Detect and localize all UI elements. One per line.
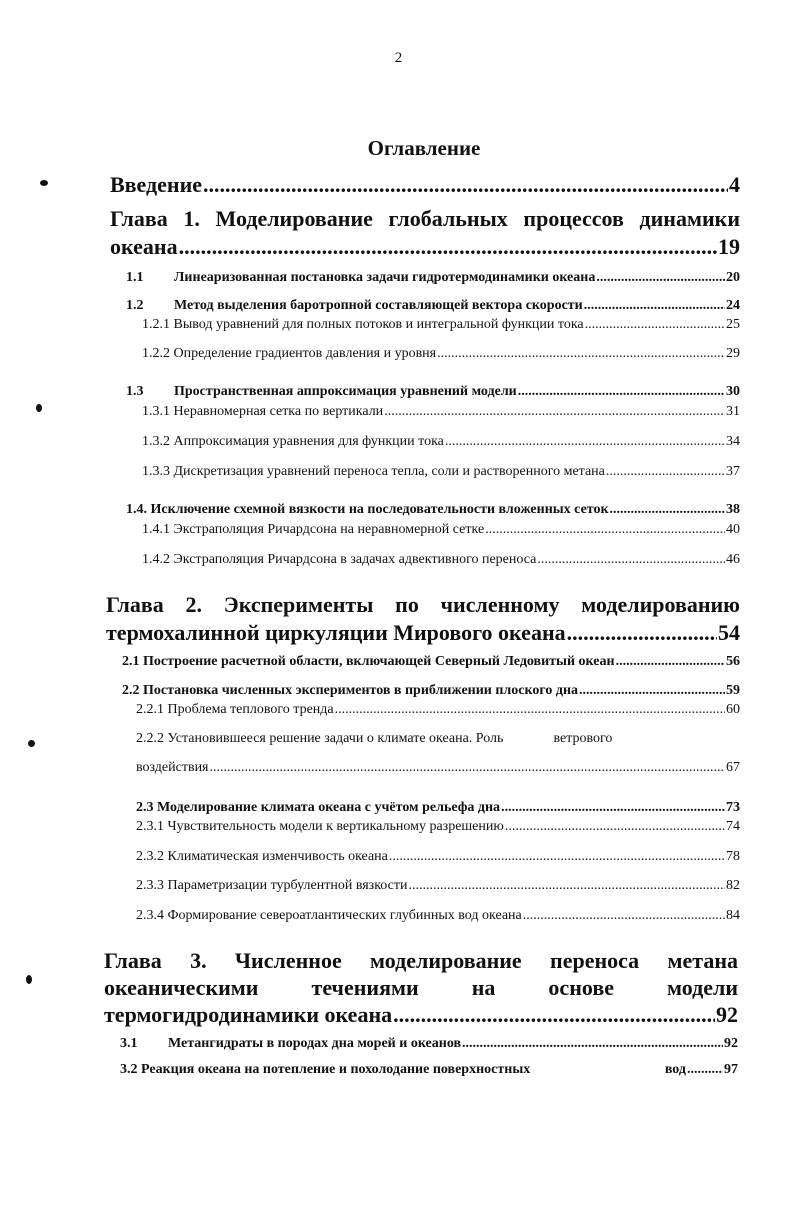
dot-leader (687, 1062, 723, 1078)
dot-leader (179, 234, 717, 260)
toc-page: 31 (726, 404, 740, 419)
dot-leader (203, 172, 728, 198)
toc-entry-1-4-1[interactable] (142, 522, 740, 538)
section-number: 1.3 (126, 384, 144, 399)
toc-page: 73 (726, 800, 740, 815)
chapter-1-heading[interactable]: Глава 1. Моделирование глобальных процессов динамики (110, 206, 740, 231)
toc-label: 1.4.1 Экстраполяция Ричардсона на неравномерной сетке (142, 522, 485, 537)
dot-leader (579, 683, 725, 699)
toc-page: 74 (726, 819, 740, 834)
toc-page: 4 (729, 172, 740, 197)
dot-leader (567, 620, 717, 646)
toc-label: термогидродинамики океана (104, 1002, 393, 1027)
toc-entry-2-2-1[interactable] (136, 702, 740, 718)
section-number: 1.1 (126, 270, 144, 285)
margin-mark (36, 404, 42, 412)
toc-page: 38 (726, 502, 740, 517)
toc-label: 2.3.4 Формирование североатлантических глубинных вод океана (136, 908, 522, 923)
page-title: Оглавление (367, 136, 481, 160)
dot-leader (585, 317, 725, 333)
chapter-3-heading[interactable]: Глава 3. Численное моделирование переноса метана (104, 948, 738, 973)
toc-label: термохалинной циркуляции Мирового океана (106, 620, 566, 645)
toc-label: 1.4. Исключение схемной вязкости на последовательности вложенных сеток (126, 502, 609, 517)
toc-page: 92 (716, 1002, 738, 1027)
toc-page: 97 (724, 1062, 738, 1077)
toc-label: 1.2.1 Вывод уравнений для полных потоков и интегральной функции тока (142, 317, 584, 332)
toc-entry-1-2-2[interactable] (142, 346, 740, 362)
toc-entry-1-4[interactable] (126, 502, 740, 518)
toc-label: 1.3.3 Дискретизация уравнений переноса тепла, соли и растворенного метана (142, 464, 605, 479)
toc-label: Метод выделения баротропной составляющей вектора скорости (174, 298, 583, 313)
dot-leader (505, 819, 725, 835)
toc-entry-2-2-2[interactable] (136, 731, 740, 747)
toc-entry-1-2-1[interactable] (142, 317, 740, 333)
chapter-3-heading-line2[interactable]: океаническими течениями на основе модели (104, 975, 738, 1000)
page-number: 2 (394, 50, 403, 66)
toc-entry-1-3[interactable] (126, 384, 740, 400)
toc-page: 40 (726, 522, 740, 537)
dot-leader (462, 1036, 723, 1052)
dot-leader (596, 270, 725, 286)
toc-label: 2.3 Моделирование климата океана с учётом рельефа дна (136, 800, 501, 815)
toc-label: Введение (110, 172, 203, 197)
toc-entry-2-3-2[interactable] (136, 849, 740, 865)
dot-leader (616, 654, 725, 670)
toc-entry-1-2[interactable] (126, 298, 740, 314)
margin-mark (28, 740, 35, 747)
toc-page: 78 (726, 849, 740, 864)
margin-mark (40, 180, 48, 186)
toc-entry-2-3-4[interactable] (136, 908, 740, 924)
toc-label: воздействия (136, 760, 209, 775)
dot-leader (606, 464, 725, 480)
toc-label: 2.1 Построение расчетной области, включающей Северный Ледовитый океан (122, 654, 615, 669)
toc-page: 92 (724, 1036, 738, 1051)
toc-label-tail: вод (664, 1062, 686, 1077)
toc-page: 54 (718, 620, 740, 645)
toc-page: 25 (726, 317, 740, 332)
section-number: 1.2 (126, 298, 144, 313)
toc-label: 1.2.2 Определение градиентов давления и уровня (142, 346, 437, 361)
toc-label: Линеаризованная постановка задачи гидротермодинамики океана (174, 270, 596, 285)
toc-entry-chapter-2[interactable] (106, 620, 740, 646)
dot-leader (518, 384, 725, 400)
toc-label: 2.3.3 Параметризации турбулентной вязкости (136, 878, 408, 893)
toc-page: 67 (726, 760, 740, 775)
toc-page: 29 (726, 346, 740, 361)
toc-page: 46 (726, 552, 740, 567)
dot-leader (485, 522, 725, 538)
dot-leader (610, 502, 725, 518)
toc-entry-2-1[interactable] (122, 654, 740, 670)
toc-page: 24 (726, 298, 740, 313)
toc-label: Пространственная аппроксимация уравнений модели (174, 384, 517, 399)
toc-label: океана (110, 234, 178, 259)
toc-entry-3-2[interactable] (120, 1062, 738, 1078)
dot-leader (584, 298, 725, 314)
toc-entry-3-1[interactable] (120, 1036, 738, 1052)
toc-page: 84 (726, 908, 740, 923)
dot-leader (501, 800, 725, 816)
dot-leader (393, 1002, 715, 1028)
toc-page: 60 (726, 702, 740, 717)
toc-label: 3.2 Реакция океана на потепление и похолодание поверхностных (120, 1062, 531, 1077)
dot-leader (389, 849, 725, 865)
toc-label: Метангидраты в породах дна морей и океанов (168, 1036, 462, 1051)
toc-label-tail: ветрового (553, 731, 613, 746)
toc-label: 2.3.2 Климатическая изменчивость океана (136, 849, 388, 864)
toc-label: 1.4.2 Экстраполяция Ричардсона в задачах адвективного переноса (142, 552, 537, 567)
margin-mark (26, 975, 32, 984)
toc-label: 2.2.2 Установившееся решение задачи о климате океана. Роль (136, 731, 504, 746)
toc-page: 34 (726, 434, 740, 449)
toc-label: 2.2.1 Проблема теплового тренда (136, 702, 334, 717)
chapter-2-heading[interactable]: Глава 2. Эксперименты по численному моделированию (106, 592, 740, 617)
toc-entry-2-3-3[interactable] (136, 878, 740, 894)
toc-entry-2-2[interactable] (122, 683, 740, 699)
toc-label: 2.3.1 Чувствительность модели к вертикальному разрешению (136, 819, 504, 834)
toc-page: 37 (726, 464, 740, 479)
toc-entry-chapter-3[interactable] (104, 1002, 738, 1028)
dot-leader (523, 908, 725, 924)
dot-leader (408, 878, 725, 894)
toc-entry-chapter-1[interactable] (110, 234, 740, 260)
dot-leader (384, 404, 725, 420)
toc-label: 2.2 Постановка численных экспериментов в приближении плоского дна (122, 683, 579, 698)
section-number: 3.1 (120, 1036, 138, 1051)
toc-page: 82 (726, 878, 740, 893)
toc-page: 19 (718, 234, 740, 259)
toc-page: 20 (726, 270, 740, 285)
toc-entry-1-4-2[interactable] (142, 552, 740, 568)
toc-page: 59 (726, 683, 740, 698)
toc-page: 30 (726, 384, 740, 399)
dot-leader (437, 346, 725, 362)
toc-label: 1.3.1 Неравномерная сетка по вертикали (142, 404, 384, 419)
toc-label: 1.3.2 Аппроксимация уравнения для функции тока (142, 434, 444, 449)
toc-entry-1-3-1[interactable] (142, 404, 740, 420)
dot-leader (537, 552, 725, 568)
toc-entry-1-1[interactable] (126, 270, 740, 286)
toc-entry-2-3-1[interactable] (136, 819, 740, 835)
toc-entry-1-3-3[interactable] (142, 464, 740, 480)
dot-leader (210, 760, 726, 776)
toc-page: 56 (726, 654, 740, 669)
toc-entry-2-3[interactable] (136, 800, 740, 816)
toc-entry-intro[interactable] (110, 172, 740, 198)
toc-entry-2-2-2-cont[interactable] (136, 760, 740, 776)
toc-entry-1-3-2[interactable] (142, 434, 740, 450)
dot-leader (445, 434, 725, 450)
dot-leader (335, 702, 725, 718)
